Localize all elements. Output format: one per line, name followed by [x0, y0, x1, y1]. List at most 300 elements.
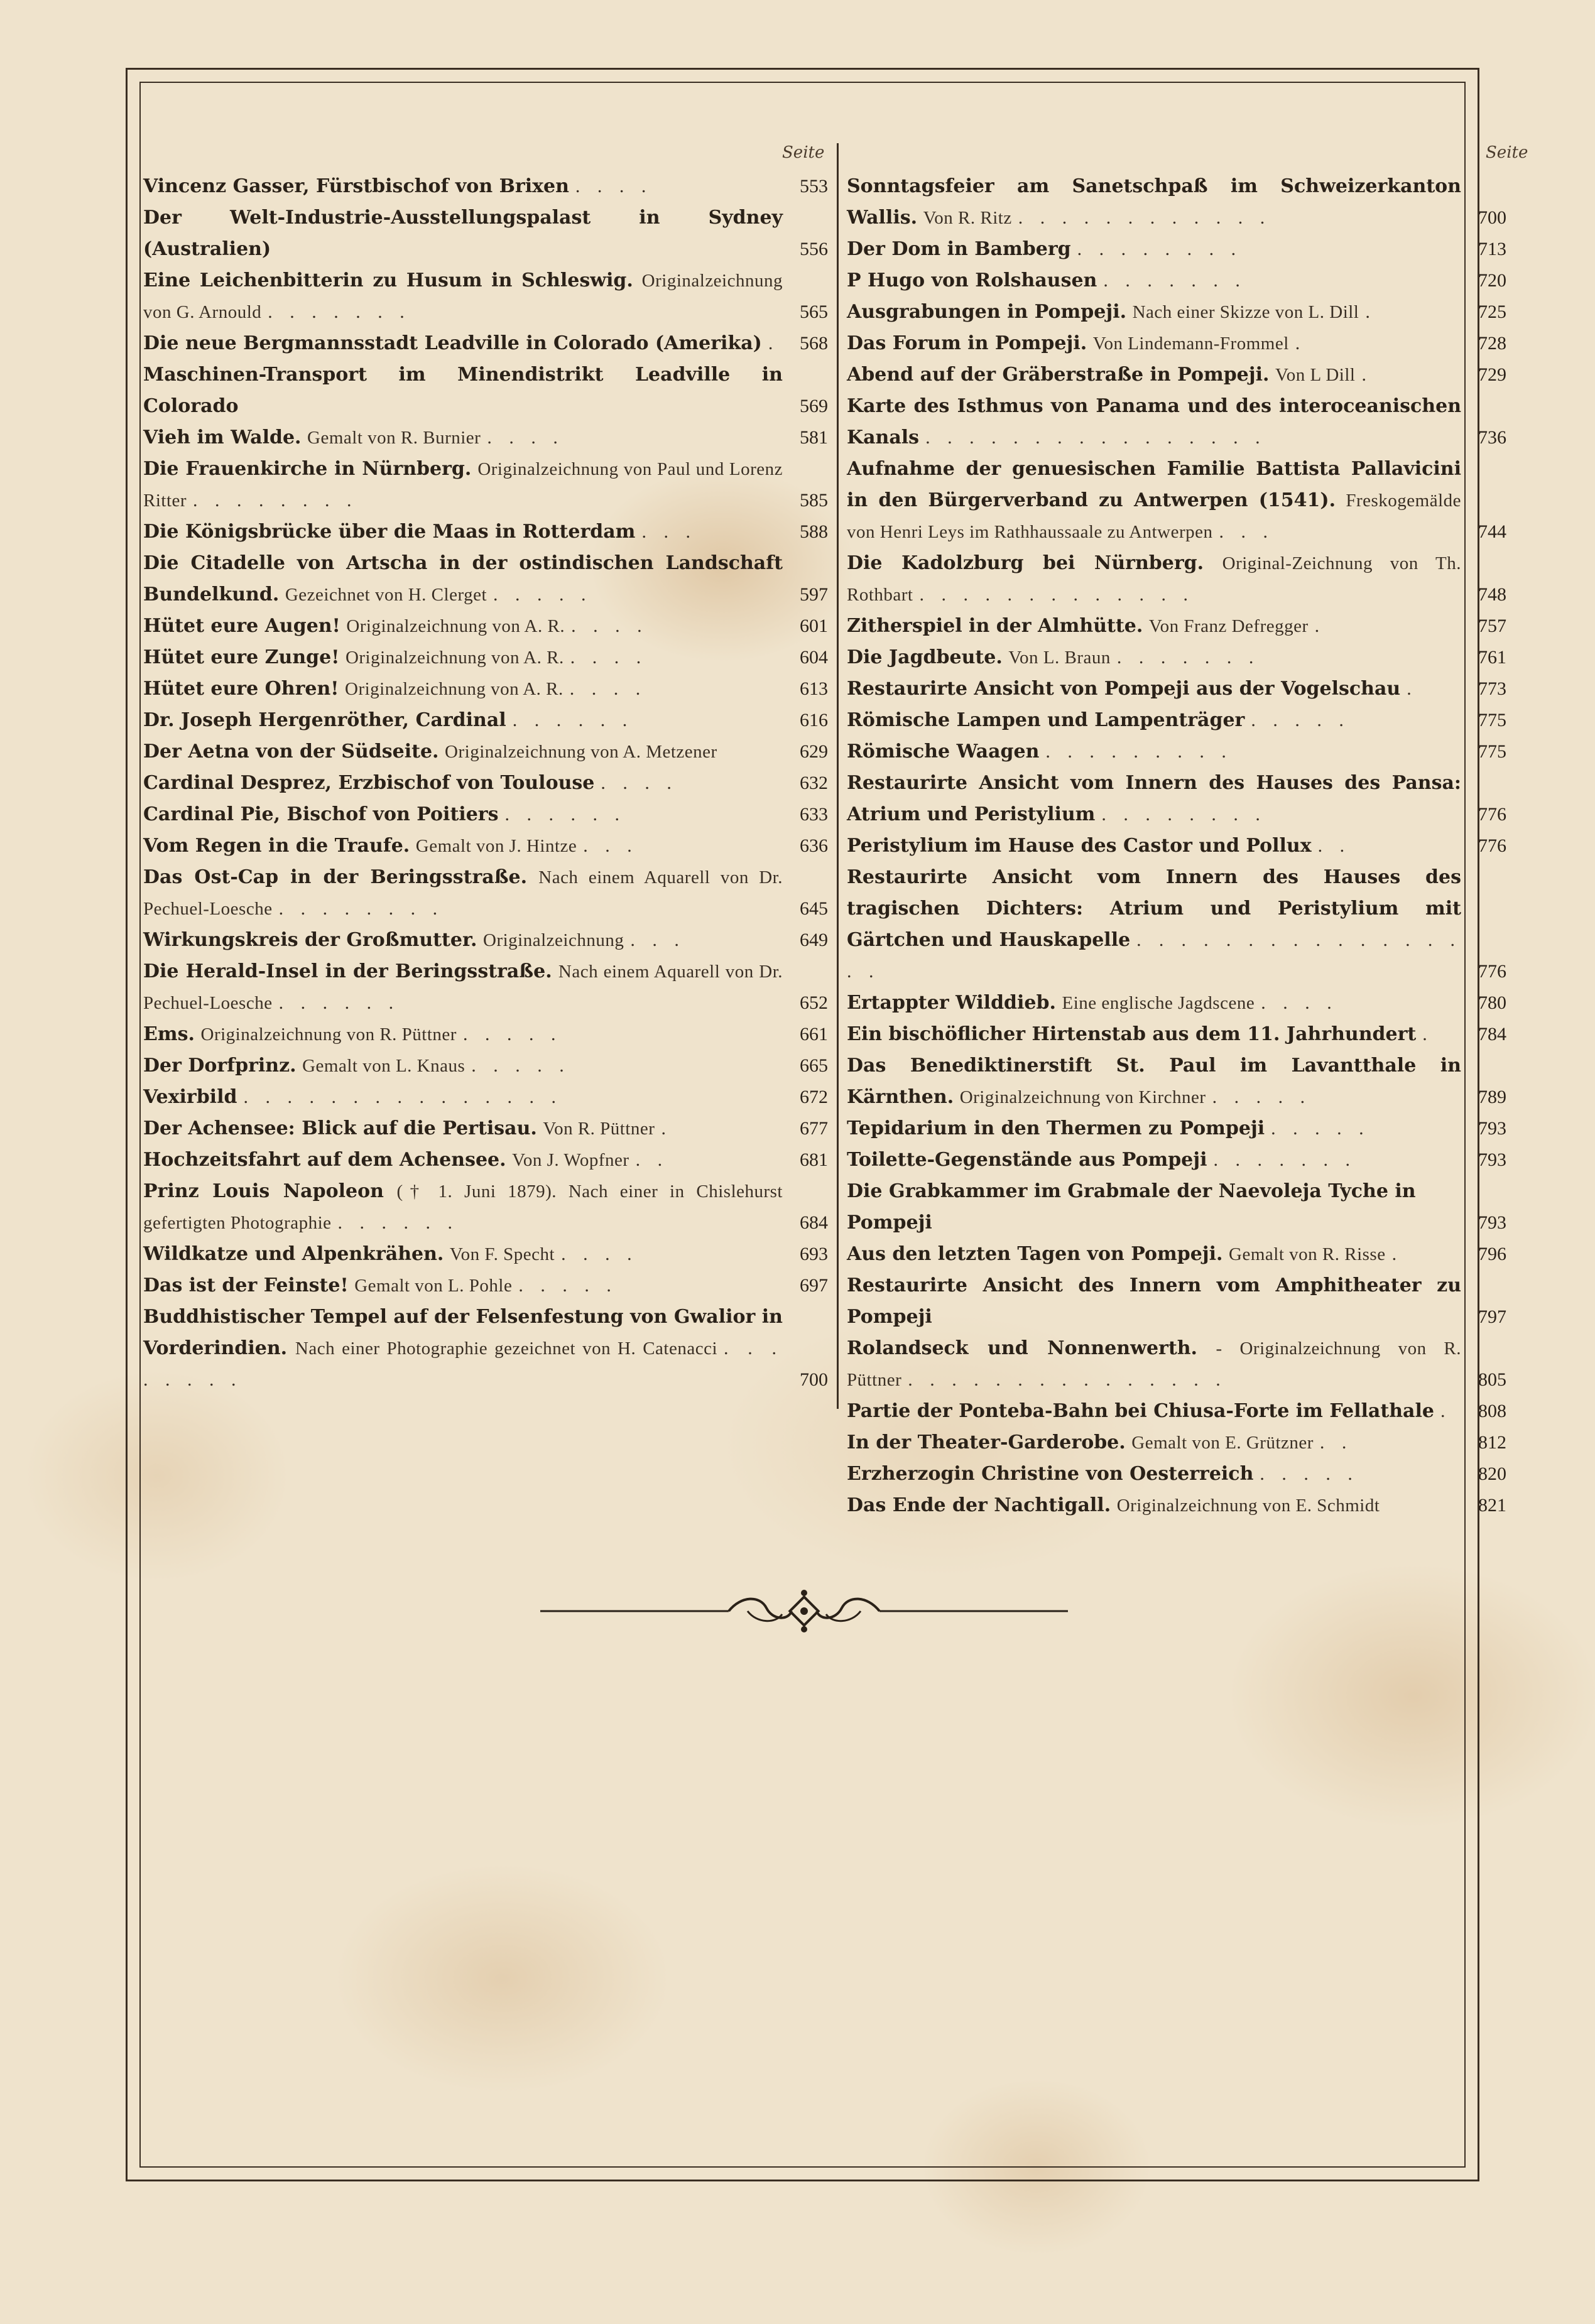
page-number: 757	[1478, 616, 1506, 636]
entry-title: Ein bischöflicher Hirtenstab aus dem 11. Jahrhundert	[847, 1023, 1417, 1045]
entry-title: Ertappter Wilddieb.	[847, 992, 1056, 1014]
left-entry	[143, 799, 828, 830]
left-entry	[143, 1270, 828, 1301]
entry-body	[847, 1333, 1461, 1396]
dot-leader: . . . . . . . . . . . . . . . . .	[847, 930, 1461, 982]
dot-leader: . . . . . . .	[1103, 270, 1246, 291]
decorative-ornament	[540, 1589, 1068, 1633]
page-number: 597	[800, 584, 828, 605]
entry-title: Das Ende der Nachtigall.	[847, 1494, 1111, 1516]
dot-leader: . .	[635, 1149, 669, 1170]
entry-title: Vieh im Walde.	[143, 426, 302, 448]
right-entry	[847, 987, 1506, 1019]
entry-credit: Gemalt von R. Risse	[1229, 1244, 1386, 1264]
entry-body	[143, 1144, 783, 1176]
entry-credit: Von F. Specht	[449, 1244, 555, 1264]
entry-body	[847, 611, 1461, 642]
entry-body	[847, 1490, 1461, 1521]
page-number: 784	[1478, 1024, 1506, 1045]
dot-leader: . . . .	[569, 678, 647, 699]
right-entry	[847, 1270, 1506, 1333]
entry-body	[847, 1144, 1461, 1176]
entry-body	[847, 548, 1461, 611]
right-entry	[847, 1019, 1506, 1050]
page-number: 661	[800, 1024, 828, 1045]
entry-credit: Originalzeichnung von Paul und Lorenz Ritter	[143, 459, 783, 511]
left-entry	[143, 202, 828, 265]
right-entry	[847, 1396, 1506, 1427]
entry-credit: Von J. Wopfner	[512, 1150, 629, 1170]
entry-title: Maschinen-Transport im Minendistrikt Leadville in Colorado	[143, 364, 783, 417]
right-entry	[847, 611, 1506, 642]
dot-leader: . .	[1317, 835, 1351, 856]
right-entry	[847, 359, 1506, 391]
left-entry	[143, 265, 828, 328]
page-number: 720	[1478, 270, 1506, 291]
entry-title: Dr. Joseph Hergenröther, Cardinal	[143, 709, 506, 731]
entry-body	[847, 642, 1461, 673]
dot-leader: . . .	[583, 835, 638, 856]
entry-title: Der Dom in Bamberg	[847, 238, 1071, 260]
page-number: 565	[800, 301, 828, 322]
left-entry	[143, 453, 828, 516]
entry-body	[847, 1427, 1461, 1458]
dot-leader: .	[1422, 1024, 1434, 1045]
dot-leader: . . . .	[571, 616, 648, 636]
dot-leader: . . . . .	[1260, 1463, 1359, 1484]
entry-body	[847, 1176, 1461, 1239]
entry-credit: Gemalt von J. Hintze	[415, 836, 577, 856]
entry-body	[847, 296, 1461, 328]
entry-body	[847, 234, 1461, 265]
page-number: 728	[1478, 333, 1506, 354]
entry-body	[143, 1301, 783, 1396]
page-number: 693	[800, 1244, 828, 1264]
entry-body	[143, 1050, 783, 1082]
dot-leader: . . . . . . . . . . . . . . .	[908, 1369, 1227, 1390]
entry-body	[847, 265, 1461, 296]
dot-leader: . . . . . .	[337, 1212, 459, 1233]
right-entry	[847, 1113, 1506, 1144]
dot-leader: .	[1365, 301, 1376, 322]
right-entry	[847, 1458, 1506, 1490]
entry-title: Die Königsbrücke über die Maas in Rotterdam	[143, 521, 636, 543]
dot-leader: . . . . .	[493, 584, 592, 605]
entry-title: Das Forum in Pompeji.	[847, 332, 1087, 354]
entry-credit: Originalzeichnung von G. Arnould	[143, 271, 783, 322]
left-entry	[143, 1301, 828, 1396]
right-entry	[847, 171, 1506, 234]
entry-title: Vincenz Gasser, Fürstbischof von Brixen	[143, 175, 569, 197]
page-number: 652	[800, 992, 828, 1013]
dot-leader: . . . . . . . . . . . .	[1018, 207, 1271, 228]
entry-title: Restaurirte Ansicht des Innern vom Amphitheater zu Pompeji	[847, 1274, 1461, 1328]
page-number: 789	[1478, 1087, 1506, 1107]
page-number: 793	[1478, 1118, 1506, 1139]
page-number: 725	[1478, 301, 1506, 322]
entry-title: Der Achensee: Blick auf die Pertisau.	[143, 1117, 537, 1139]
page-number: 581	[800, 427, 828, 448]
page-number: 681	[800, 1149, 828, 1170]
entry-body	[143, 1082, 783, 1113]
page-number: 773	[1478, 678, 1506, 699]
entry-credit: Gemalt von R. Burnier	[307, 428, 481, 448]
right-entry	[847, 234, 1506, 265]
page-number: 729	[1478, 364, 1506, 385]
entry-body	[143, 1270, 783, 1301]
entry-title: Hütet eure Ohren!	[143, 678, 339, 700]
entry-title: Ausgrabungen in Pompeji.	[847, 301, 1127, 323]
right-entry	[847, 1176, 1506, 1239]
page-number: 775	[1478, 710, 1506, 730]
entry-credit: Von Franz Defregger	[1148, 616, 1309, 636]
entry-title: Die Citadelle von Artscha in der ostindischen Landschaft Bundelkund.	[143, 552, 783, 605]
dot-leader: . . . . . . . . . . . . . . . .	[925, 427, 1266, 448]
page-number: 616	[800, 710, 828, 730]
left-entry	[143, 925, 828, 956]
page-number: 677	[800, 1118, 828, 1139]
dot-leader: . . . .	[575, 176, 653, 197]
right-entry	[847, 1490, 1506, 1521]
left-entry	[143, 642, 828, 673]
entry-body	[847, 705, 1461, 736]
right-entry	[847, 453, 1506, 548]
seite-header-left: Seite	[782, 143, 825, 162]
right-column	[847, 171, 1506, 1521]
left-entry	[143, 611, 828, 642]
entry-body	[143, 359, 783, 422]
page-number: 744	[1478, 521, 1506, 542]
entry-title: Vexirbild	[143, 1086, 237, 1108]
right-entry	[847, 1333, 1506, 1396]
right-entry	[847, 705, 1506, 736]
entry-body	[143, 862, 783, 925]
entry-body	[847, 391, 1461, 453]
entry-title: Prinz Louis Napoleon	[143, 1180, 384, 1202]
dot-leader: . . . . .	[462, 1024, 562, 1045]
entry-credit: Originalzeichnung von A. Metzener	[445, 742, 717, 762]
dot-leader: .	[1361, 364, 1373, 385]
entry-credit: Originalzeichnung von R. Püttner	[200, 1024, 457, 1045]
dot-leader: . .	[1319, 1432, 1353, 1453]
entry-title: Eine Leichenbitterin zu Husum in Schleswig.	[143, 269, 633, 291]
page-number: 697	[800, 1275, 828, 1296]
entry-body	[847, 453, 1461, 548]
entry-body	[143, 1239, 783, 1270]
page-number: 805	[1478, 1369, 1506, 1390]
page-number: 672	[800, 1087, 828, 1107]
dot-leader: . . .	[641, 521, 697, 542]
entry-body	[143, 516, 783, 548]
entry-body	[847, 862, 1461, 987]
page-number: 665	[800, 1055, 828, 1076]
dot-leader: . . . . . . .	[268, 301, 411, 322]
entry-body	[143, 830, 783, 862]
page-number: 780	[1478, 992, 1506, 1013]
entry-body	[143, 453, 783, 516]
entry-title: Erzherzogin Christine von Oesterreich	[847, 1463, 1254, 1485]
page-number: 645	[800, 898, 828, 919]
entry-body	[143, 1176, 783, 1239]
dot-leader: . . . . . . . .	[1077, 239, 1243, 259]
entry-credit: Nach einem Aquarell von Dr. Pechuel-Loesche	[143, 867, 783, 919]
page-number: 632	[800, 773, 828, 793]
entry-body	[143, 736, 783, 768]
entry-title: Römische Lampen und Lampenträger	[847, 709, 1245, 731]
dot-leader: .	[768, 333, 780, 354]
entry-title: Hochzeitsfahrt auf dem Achensee.	[143, 1149, 506, 1171]
right-entry	[847, 1050, 1506, 1113]
entry-credit: - Originalzeichnung von R. Püttner	[847, 1338, 1461, 1390]
page-number: 797	[1478, 1306, 1506, 1327]
entry-credit: Von R. Ritz	[923, 208, 1012, 228]
entry-title: Die neue Bergmannsstadt Leadville in Colorado (Amerika)	[143, 332, 762, 354]
dot-leader: . . . .	[601, 773, 678, 793]
entry-body	[847, 1239, 1461, 1270]
page-number: 812	[1478, 1432, 1506, 1453]
entry-body	[143, 768, 783, 799]
left-entry	[143, 1050, 828, 1082]
page-number: 629	[800, 741, 828, 762]
right-entry	[847, 642, 1506, 673]
page-number: 633	[800, 804, 828, 825]
entry-title: Der Welt-Industrie-Ausstellungspalast in Sydney (Australien)	[143, 207, 783, 260]
entry-body	[847, 1019, 1461, 1050]
entry-credit: Gemalt von E. Grützner	[1131, 1433, 1314, 1453]
entry-credit: Originalzeichnung von A. R.	[346, 616, 565, 636]
entry-title: In der Theater-Garderobe.	[847, 1431, 1126, 1453]
dot-leader: .	[1314, 616, 1326, 636]
dot-leader: . . . . . . .	[1213, 1149, 1357, 1170]
page-number: 569	[800, 396, 828, 416]
entry-body	[847, 328, 1461, 359]
dot-leader: . . . . . . . . .	[1045, 741, 1233, 762]
page-number: 588	[800, 521, 828, 542]
entry-credit: Freskogemälde von Henri Leys im Rathhaussaale zu Antwerpen	[847, 491, 1462, 542]
entry-credit: Gemalt von L. Knaus	[302, 1056, 465, 1076]
dot-leader: . . . .	[1261, 992, 1338, 1013]
dot-leader: .	[1440, 1401, 1452, 1421]
entry-title: Das Benediktinerstift St. Paul im Lavantthale in Kärnthen.	[847, 1055, 1461, 1108]
entry-title: Wildkatze und Alpenkrähen.	[143, 1243, 444, 1265]
right-entry	[847, 391, 1506, 453]
page-number: 793	[1478, 1212, 1506, 1233]
seite-header-right: Seite	[1486, 143, 1528, 162]
left-entry	[143, 768, 828, 799]
right-entry	[847, 548, 1506, 611]
page-number: 585	[800, 490, 828, 511]
left-entry	[143, 1019, 828, 1050]
dot-leader: . . . .	[561, 1244, 638, 1264]
entry-title: Die Herald-Insel in der Beringsstraße.	[143, 960, 552, 982]
dot-leader: . . . . . . . .	[143, 1338, 783, 1390]
entry-title: Restaurirte Ansicht vom Innern des Hauses des Pansa: Atrium und Peristylium	[847, 772, 1461, 825]
left-entry	[143, 516, 828, 548]
left-entry	[143, 673, 828, 705]
entry-credit: Von R. Püttner	[543, 1119, 655, 1139]
page-number: 556	[800, 239, 828, 259]
right-entry	[847, 1427, 1506, 1458]
right-entry	[847, 768, 1506, 830]
entry-body	[847, 1458, 1461, 1490]
entry-title: Karte des Isthmus von Panama und des interoceanischen Kanals	[847, 395, 1461, 448]
entry-title: Buddhistischer Tempel auf der Felsenfestung von Gwalior in Vorderindien.	[143, 1306, 783, 1359]
entry-title: Das ist der Feinste!	[143, 1274, 349, 1296]
entry-body	[847, 1113, 1461, 1144]
right-entry	[847, 328, 1506, 359]
dot-leader: . . . .	[570, 647, 648, 668]
page-number: 776	[1478, 804, 1506, 825]
page-number: 821	[1478, 1495, 1506, 1516]
entry-title: Rolandseck und Nonnenwerth.	[847, 1337, 1197, 1359]
dot-leader: .	[1391, 1244, 1403, 1264]
entry-body	[143, 642, 783, 673]
entry-credit: Gemalt von L. Pohle	[354, 1276, 513, 1296]
entry-body	[143, 1113, 783, 1144]
page-number: 796	[1478, 1244, 1506, 1264]
page-number: 700	[1478, 207, 1506, 228]
right-entry	[847, 736, 1506, 768]
left-entry	[143, 328, 828, 359]
dot-leader: .	[1407, 678, 1418, 699]
entry-credit: Von L Dill	[1275, 365, 1356, 385]
entry-body	[143, 705, 783, 736]
left-entry	[143, 1176, 828, 1239]
entry-title: Die Kadolzburg bei Nürnberg.	[847, 552, 1204, 574]
entry-title: Abend auf der Gräberstraße in Pompeji.	[847, 364, 1270, 386]
dot-leader: . . . . .	[1271, 1118, 1370, 1139]
column-divider	[837, 143, 839, 1409]
page-number: 604	[800, 647, 828, 668]
left-column	[143, 171, 828, 1396]
dot-leader: . . . . . . . . . . . . .	[919, 584, 1194, 605]
entry-title: Aufnahme der genuesischen Familie Battista Pallavicini in den Bürgerverband zu Antwerpen (1541).	[847, 458, 1461, 511]
right-entry	[847, 1239, 1506, 1270]
entry-title: P Hugo von Rolshausen	[847, 269, 1097, 291]
page-number: 808	[1478, 1401, 1506, 1421]
left-entry	[143, 1113, 828, 1144]
entry-credit: Nach einer Skizze von L. Dill	[1132, 302, 1359, 322]
left-entry	[143, 1144, 828, 1176]
entry-body	[143, 422, 783, 453]
entry-title: Sonntagsfeier am Sanetschpaß im Schweizerkanton Wallis.	[847, 175, 1461, 229]
left-entry	[143, 705, 828, 736]
page-number: 568	[800, 333, 828, 354]
entry-title: Die Jagdbeute.	[847, 646, 1003, 668]
entry-title: Partie der Ponteba-Bahn bei Chiusa-Forte im Fellathale	[847, 1400, 1434, 1422]
entry-credit: Gezeichnet von H. Clerget	[285, 585, 487, 605]
page-number: 613	[800, 678, 828, 699]
entry-title: Toilette-Gegenstände aus Pompeji	[847, 1149, 1207, 1171]
entry-credit: Original-Zeichnung von Th. Rothbart	[847, 553, 1461, 605]
entry-title: Die Frauenkirche in Nürnberg.	[143, 458, 472, 480]
dot-leader: . . .	[630, 930, 685, 950]
right-entry	[847, 1144, 1506, 1176]
dot-leader: . . . . .	[471, 1055, 570, 1076]
entry-body	[847, 736, 1461, 768]
dot-leader: . . .	[1219, 521, 1275, 542]
entry-body	[143, 328, 783, 359]
entry-credit: Originalzeichnung	[483, 930, 624, 950]
page-number: 684	[800, 1212, 828, 1233]
left-entry	[143, 830, 828, 862]
entry-credit: († 1. Juni 1879). Nach einer in Chislehurst gefertigten Photographie	[143, 1181, 783, 1233]
page-number: 820	[1478, 1463, 1506, 1484]
entry-title: Tepidarium in den Thermen zu Pompeji	[847, 1117, 1265, 1139]
page-number: 553	[800, 176, 828, 197]
dot-leader: . . . . . . . .	[1101, 804, 1266, 825]
entry-credit: Nach einem Aquarell von Dr. Pechuel-Loesche	[143, 962, 783, 1013]
entry-credit: Eine englische Jagdscene	[1062, 993, 1255, 1013]
dot-leader: . . . . .	[1251, 710, 1350, 730]
entry-title: Vom Regen in die Traufe.	[143, 835, 410, 857]
right-entry	[847, 862, 1506, 987]
entry-body	[143, 673, 783, 705]
left-entry	[143, 171, 828, 202]
entry-body	[847, 1396, 1461, 1427]
right-entry	[847, 673, 1506, 705]
dot-leader: . . . . . . . . . . . . . . .	[243, 1087, 562, 1107]
entry-title: Cardinal Pie, Bischof von Poitiers	[143, 803, 499, 825]
entry-body	[143, 202, 783, 265]
dot-leader: . . . . . .	[512, 710, 634, 730]
dot-leader: . . . . . . .	[1116, 647, 1260, 668]
page-number: 793	[1478, 1149, 1506, 1170]
entry-body	[847, 171, 1461, 234]
right-entry	[847, 296, 1506, 328]
entry-title: Römische Waagen	[847, 741, 1040, 763]
entry-body	[143, 548, 783, 611]
dot-leader: . . . . . .	[278, 992, 400, 1013]
dot-leader: . . . . .	[1212, 1087, 1312, 1107]
dot-leader: . . . . .	[518, 1275, 618, 1296]
dot-leader: . . . . . .	[504, 804, 626, 825]
left-entry	[143, 548, 828, 611]
left-entry	[143, 956, 828, 1019]
left-entry	[143, 1082, 828, 1113]
entry-credit: Originalzeichnung von A. R.	[345, 648, 564, 668]
entry-credit: Originalzeichnung von Kirchner	[959, 1087, 1206, 1107]
entry-body	[847, 830, 1461, 862]
entry-body	[847, 768, 1461, 830]
entry-body	[143, 265, 783, 328]
right-entry	[847, 830, 1506, 862]
entry-title: Hütet eure Augen!	[143, 615, 340, 637]
dot-leader: . . . . . . . .	[278, 898, 444, 919]
entry-body	[143, 799, 783, 830]
entry-title: Peristylium im Hause des Castor und Pollux	[847, 835, 1312, 857]
entry-body	[847, 673, 1461, 705]
page-number: 700	[800, 1369, 828, 1390]
dot-leader: .	[1295, 333, 1307, 354]
entry-credit: Von Lindemann-Frommel	[1092, 334, 1289, 354]
page-number: 761	[1478, 647, 1506, 668]
entry-body	[143, 171, 783, 202]
entry-credit: Von L. Braun	[1008, 648, 1111, 668]
entry-body	[847, 1270, 1461, 1333]
entry-body	[143, 925, 783, 956]
page-number: 748	[1478, 584, 1506, 605]
entry-title: Der Aetna von der Südseite.	[143, 741, 439, 763]
entry-title: Aus den letzten Tagen von Pompeji.	[847, 1243, 1223, 1265]
page-number: 649	[800, 930, 828, 950]
entry-body	[847, 359, 1461, 391]
entry-title: Zitherspiel in der Almhütte.	[847, 615, 1143, 637]
page-number: 775	[1478, 741, 1506, 762]
entry-credit: Nach einer Photographie gezeichnet von H. Catenacci	[295, 1338, 718, 1359]
page-number: 601	[800, 616, 828, 636]
entry-body	[143, 611, 783, 642]
